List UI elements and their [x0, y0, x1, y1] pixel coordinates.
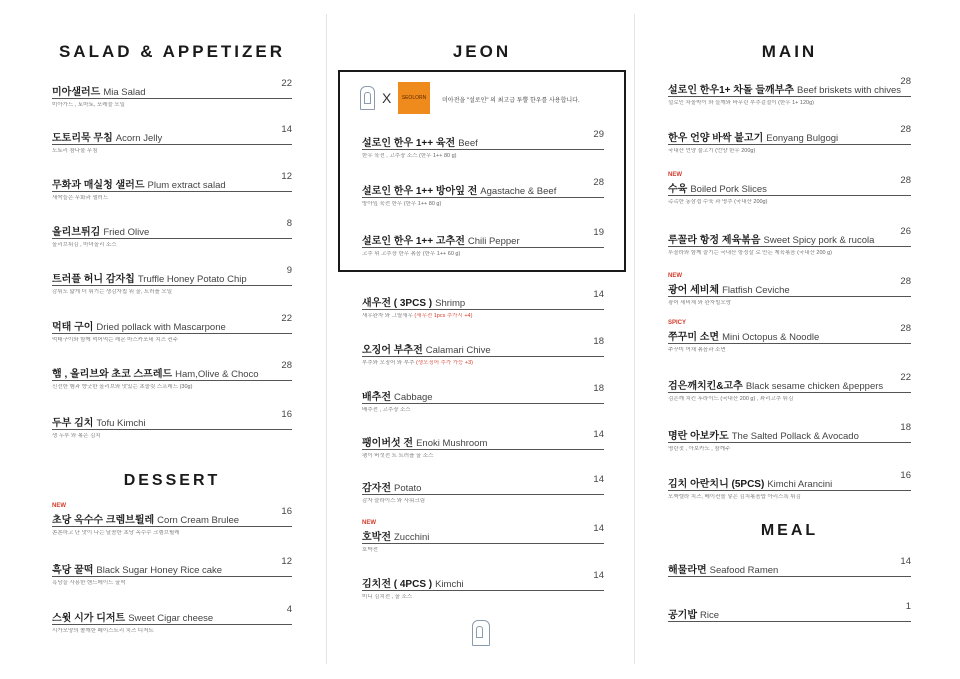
- item-name-en: Shrimp: [435, 298, 466, 309]
- partner-logo: SEOLORN: [398, 82, 430, 114]
- item-description: 미니 김치전 , 꿀 소스: [362, 594, 413, 600]
- item-description: 촉촉한 동삼겹 수육 과 명추 (국내산 200g): [668, 199, 768, 205]
- menu-item: [362, 227, 604, 258]
- item-name-en: Plum extract salad: [147, 180, 226, 191]
- menu-item: [362, 474, 604, 505]
- item-description: 호박전: [362, 547, 378, 553]
- item-description: 감튀도 얇게 더 튀기는 생감자칩 위 꿀, 트러플 오일: [52, 289, 173, 295]
- item-rule: [52, 238, 292, 239]
- menu-item: [668, 273, 911, 307]
- item-name-ko: 설로인 한우 1++ 고추전: [362, 236, 465, 247]
- menu-item: [668, 470, 911, 501]
- jeon-box-list: [362, 0, 604, 679]
- item-price: 14: [593, 429, 604, 440]
- item-name-ko: 공기밥: [668, 610, 697, 621]
- item-price: 14: [281, 124, 292, 135]
- item-name-en: Acorn Jelly: [115, 133, 163, 144]
- item-rule: [52, 624, 292, 625]
- item-price: 12: [281, 556, 292, 567]
- item-price: 28: [900, 124, 911, 135]
- item-name-en: Potato: [393, 483, 422, 494]
- menu-item: [52, 556, 292, 587]
- menu-item: [668, 422, 911, 453]
- item-price: 14: [900, 556, 911, 567]
- menu-item: [362, 289, 604, 320]
- item-rule: [362, 494, 604, 495]
- item-description: 배추전 , 고추장 소스: [362, 407, 411, 413]
- promo-notice: 미아전을 "설로인" 의 최고급 투뿔 한우를 사용합니다.: [442, 98, 580, 104]
- item-name-ko: 초당 옥수수 크렘브륄레: [52, 515, 155, 526]
- item-description: 시가모양의 쫄깨한 페이스트리 치즈 디저트: [52, 628, 154, 634]
- item-name-en: Enoki Mushroom: [416, 438, 488, 449]
- item-rule: [362, 543, 604, 544]
- section-title-dessert: DESSERT: [123, 472, 221, 489]
- item-description: 부추와 오징어 와 부추 (생오징어 추가 가능 +3): [362, 360, 473, 366]
- item-name-en: Truffle Honey Potato Chip: [137, 274, 247, 285]
- item-rule: [668, 96, 911, 97]
- menu-item: [362, 429, 604, 460]
- item-name-ko: 설로인 한우1+ 차돌 들깨부추: [668, 85, 794, 96]
- item-price: 28: [900, 323, 911, 334]
- item-name-en: Agastache & Beef: [480, 186, 557, 197]
- item-description: 광어 세비체 와 완자빌오랑: [668, 300, 732, 306]
- item-tag: SPICY: [668, 320, 687, 326]
- item-price: 14: [593, 474, 604, 485]
- item-name-en: Eonyang Bulgogi: [766, 133, 839, 144]
- item-name-ko: 트러플 허니 감자칩: [52, 274, 135, 285]
- item-rule: [52, 144, 292, 145]
- item-description: 명란젓 , 아보카도 , 참깨주: [668, 446, 731, 452]
- menu-item: [52, 360, 292, 391]
- menu-item: [668, 601, 911, 622]
- item-description: 팽이 버섯전 트 트러플 꿀 소스: [362, 453, 434, 459]
- item-name-en: Corn Cream Brulee: [157, 515, 240, 526]
- item-price: 28: [281, 360, 292, 371]
- menu-item: [362, 383, 604, 414]
- item-name-en: Chili Pepper: [467, 236, 520, 247]
- item-tag: NEW: [362, 520, 376, 526]
- item-rule: [668, 490, 911, 491]
- menu-item: [52, 265, 292, 296]
- item-price: 28: [900, 276, 911, 287]
- menu-item: [362, 177, 604, 208]
- menu-item: [362, 520, 604, 554]
- item-price: 8: [286, 218, 292, 229]
- item-name-ko: 설로인 한우 1++ 방아잎 전: [362, 186, 478, 197]
- item-name-ko: 명란 아보카도: [668, 431, 729, 442]
- item-name-en: Dried pollack with Mascarpone: [96, 322, 226, 333]
- menu-item: [668, 76, 911, 107]
- item-rule: [362, 590, 604, 591]
- item-price: 29: [593, 129, 604, 140]
- item-price: 18: [593, 383, 604, 394]
- item-price: 16: [900, 470, 911, 481]
- menu-item: [668, 124, 911, 155]
- item-rule: [362, 449, 604, 450]
- left-column: [52, 0, 292, 679]
- item-description: 도토리 참나물 무침: [52, 148, 98, 154]
- item-name-ko: 새우전 ( 3PCS ): [362, 298, 433, 309]
- menu-item: [52, 409, 292, 440]
- item-rule: [668, 246, 911, 247]
- menu-item: [668, 226, 911, 257]
- item-name-en: Flatfish Ceviche: [722, 285, 790, 296]
- item-price: 22: [281, 313, 292, 324]
- item-name-en: Rice: [699, 610, 719, 621]
- item-description: 루꼴라와 함께 즐기는 국내산 항정살 로 만든 제육볶음 (국내산 200 g): [668, 250, 833, 256]
- item-price: 12: [281, 171, 292, 182]
- item-description: 새우완자 와 그릴새우 (새우전 1pcs 추가시 +4): [362, 313, 473, 319]
- menu-item: [52, 78, 292, 109]
- item-description: 쫀쫀하고 단 맛이 나는 달콤한 초당 옥수수 크렘브륄레: [52, 530, 180, 536]
- item-name-ko: 팽이버섯 전: [362, 438, 414, 449]
- item-name-en: The Salted Pollack & Avocado: [731, 431, 859, 442]
- item-name-en: Ham,Olive & Choco: [175, 369, 259, 380]
- item-name-en: Sweet Spicy pork & rucola: [763, 235, 875, 246]
- section-title-jeon: JEON: [452, 42, 512, 61]
- item-description: 생 두부 와 볶은 김치: [52, 433, 101, 439]
- item-rule: [52, 380, 292, 381]
- item-rule: [362, 356, 604, 357]
- column-divider: [634, 14, 635, 664]
- item-name-en: Fried Olive: [103, 227, 150, 238]
- item-rule: [52, 285, 292, 286]
- item-price: 26: [900, 226, 911, 237]
- item-rule: [362, 149, 604, 150]
- item-rule: [52, 333, 292, 334]
- item-name-en: Tofu Kimchi: [96, 418, 146, 429]
- item-rule: [52, 429, 292, 430]
- section-title-salad-appetizer: SALAD & APPETIZER: [58, 42, 286, 61]
- item-name-ko: 올리브튀김: [52, 227, 101, 238]
- item-price: 28: [900, 175, 911, 186]
- item-name-ko: 감자전: [362, 483, 391, 494]
- item-rule: [52, 526, 292, 527]
- menu-item: [52, 313, 292, 344]
- item-name-en: Beef: [458, 138, 478, 149]
- item-price: 19: [593, 227, 604, 238]
- item-rule: [668, 343, 911, 344]
- mia-footer-logo-icon: [472, 620, 490, 646]
- item-description: 모짜렐라 치즈, 베이컨볼 넣은 김치볶음밥 아리스톡 튀김: [668, 494, 801, 500]
- item-name-ko: 햄 , 올리브와 초코 스프레드: [52, 369, 173, 380]
- item-description: 감자 슬라이스 와 사워크림: [362, 498, 426, 504]
- item-price: 18: [900, 422, 911, 433]
- item-name-en: Calamari Chive: [425, 345, 491, 356]
- item-rule: [362, 247, 604, 248]
- item-description: 검은깨 치킨 후라이드 (국내산 200 g) , 꽈리고추 튀김: [668, 396, 794, 402]
- menu-item: [52, 124, 292, 155]
- item-description: 고추 위 고추장 한우 볶음 (한우 1++ 60 g): [362, 251, 461, 257]
- item-price: 16: [281, 409, 292, 420]
- item-rule: [668, 195, 911, 196]
- item-description: 올리브튀김 , 마녀올리 소스: [52, 242, 117, 248]
- item-name-ko: 루꼴라 항정 제육볶음: [668, 235, 761, 246]
- item-rule: [668, 392, 911, 393]
- item-rule: [668, 621, 911, 622]
- right-column: [668, 0, 911, 679]
- item-name-ko: 무화과 매실청 샐러드: [52, 180, 145, 191]
- item-name-ko: 김치전 ( 4PCS ): [362, 579, 433, 590]
- column-divider: [326, 14, 327, 664]
- item-name-ko: 오징어 부추전: [362, 345, 423, 356]
- item-description: 먹태구이와 함께 먹어먹는 레몬 마스카포네 치즈 컨주: [52, 337, 179, 343]
- item-price: 14: [593, 523, 604, 534]
- item-rule: [668, 144, 911, 145]
- item-price: 22: [281, 78, 292, 89]
- item-description: 한우 육전 , 고추장 소스 (한우 1++ 80 g): [362, 153, 457, 159]
- item-description: 새싹들은 무화과 샐러드: [52, 195, 109, 201]
- item-name-ko: 김치 아란치니 (5PCS): [668, 479, 765, 490]
- menu-item: [668, 556, 911, 577]
- menu-item: [52, 503, 292, 537]
- item-price: 16: [281, 506, 292, 517]
- menu-item: [668, 172, 911, 206]
- item-name-en: Mia Salad: [103, 87, 146, 98]
- item-price: 22: [900, 372, 911, 383]
- item-rule: [362, 197, 604, 198]
- item-name-ko: 해물라면: [668, 565, 707, 576]
- item-name-en: Black sesame chicken &peppers: [745, 381, 884, 392]
- menu-item: [52, 604, 292, 635]
- section-title-main: MAIN: [761, 42, 818, 61]
- menu-item: [52, 218, 292, 249]
- item-name-ko: 배추전: [362, 392, 391, 403]
- item-tag: NEW: [668, 172, 682, 178]
- item-price: 14: [593, 289, 604, 300]
- item-name-ko: 흑당 꿀떡: [52, 565, 94, 576]
- item-tag: NEW: [52, 503, 66, 509]
- item-name-en: Black Sugar Honey Rice cake: [96, 565, 223, 576]
- menu-item: [668, 320, 911, 354]
- menu-item: [668, 372, 911, 403]
- item-note: (생오징어 추가 가능 +3): [415, 360, 473, 366]
- item-rule: [52, 98, 292, 99]
- item-name-ko: 광어 세비체: [668, 285, 720, 296]
- item-name-ko: 검은깨치킨&고추: [668, 381, 743, 392]
- item-name-en: Kimchi Arancini: [767, 479, 833, 490]
- item-description: 흑당을 사용한 핸드메이드 꿀떡: [52, 580, 126, 586]
- item-price: 4: [286, 604, 292, 615]
- item-name-ko: 한우 언양 바싹 불고기: [668, 133, 764, 144]
- item-rule: [668, 442, 911, 443]
- item-name-ko: 두부 김치: [52, 418, 94, 429]
- item-rule: [362, 403, 604, 404]
- item-price: 9: [286, 265, 292, 276]
- menu-item: [362, 570, 604, 601]
- item-name-en: Kimchi: [435, 579, 464, 590]
- menu-item: [362, 129, 604, 160]
- item-description: 방아잎 육전 한우 (한우 1++ 80 g): [362, 201, 442, 207]
- item-name-ko: 쭈꾸미 소면: [668, 332, 720, 343]
- item-price: 14: [593, 570, 604, 581]
- item-description: 미아가드 , 토마토, 포레블 오일: [52, 102, 125, 108]
- item-name-ko: 도토리묵 무침: [52, 133, 113, 144]
- item-name-en: Cabbage: [393, 392, 433, 403]
- item-name-ko: 스윗 시가 디저트: [52, 613, 126, 624]
- section-title-meal: MEAL: [760, 522, 819, 539]
- menu-item: [52, 171, 292, 202]
- item-name-en: Zucchini: [393, 532, 430, 543]
- item-description: 쭈꾸미 여채 볶음과 소면: [668, 347, 726, 353]
- item-name-en: Mini Octopus & Noodle: [722, 332, 820, 343]
- item-price: 18: [593, 336, 604, 347]
- item-name-en: Sweet Cigar cheese: [128, 613, 214, 624]
- item-name-en: Boiled Pork Slices: [690, 184, 767, 195]
- item-rule: [52, 576, 292, 577]
- item-description: 설로인 차돌박이 와 들깨와 바무린 부추겉절이 (한우 1+ 120g): [668, 100, 814, 106]
- item-note: (새우전 1pcs 추가시 +4): [414, 313, 473, 319]
- menu-item: [362, 336, 604, 367]
- item-rule: [52, 191, 292, 192]
- item-name-en: Seafood Ramen: [709, 565, 779, 576]
- item-price: 28: [900, 76, 911, 87]
- item-price: 1: [905, 601, 911, 612]
- item-name-en: Beef briskets with chives: [797, 85, 902, 96]
- item-name-ko: 미아샐러드: [52, 87, 101, 98]
- item-rule: [668, 296, 911, 297]
- collab-x: X: [382, 90, 392, 106]
- item-name-ko: 먹태 구이: [52, 322, 94, 333]
- item-price: 28: [593, 177, 604, 188]
- item-tag: NEW: [668, 273, 682, 279]
- item-name-ko: 설로인 한우 1++ 육전: [362, 138, 456, 149]
- item-rule: [668, 576, 911, 577]
- item-description: 국내산 언양 불고기 (언양 한우 200g): [668, 148, 756, 154]
- item-name-ko: 호박전: [362, 532, 391, 543]
- item-rule: [362, 309, 604, 310]
- item-name-ko: 수육: [668, 184, 688, 195]
- item-description: 신선한 햄과 향긋한 올리브와 맛있는 초콜릿 스프레드 (30g): [52, 384, 193, 390]
